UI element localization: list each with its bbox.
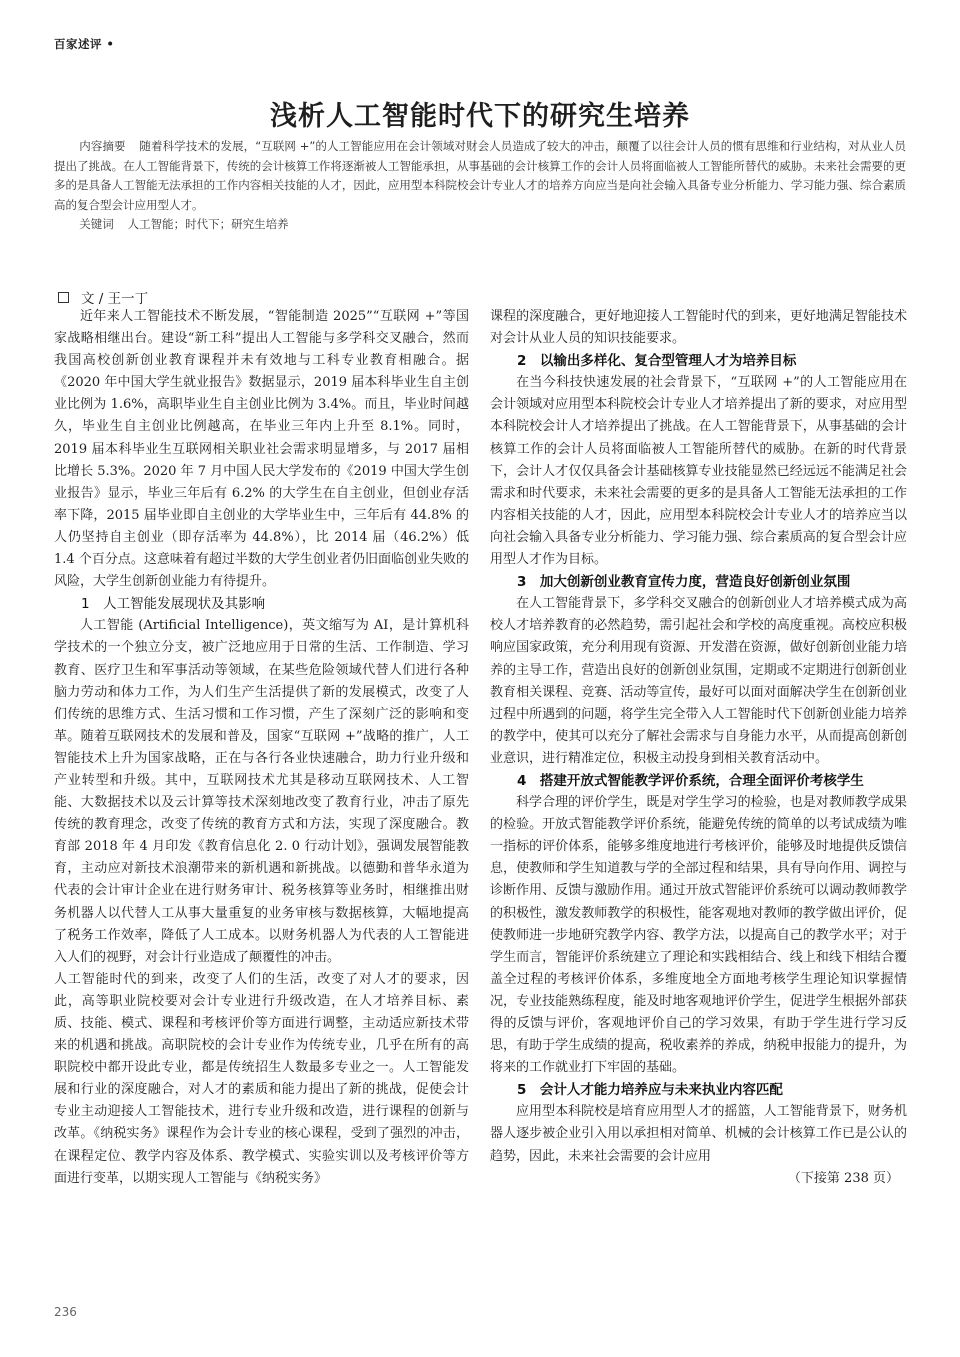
keywords-label: 关键词 [79,217,114,231]
section-5-heading: 5 会计人才能力培养应与未来执业内容匹配 [517,1082,783,1099]
keywords-text: 人工智能；时代下；研究生培养 [127,217,289,231]
abstract-block [54,137,906,235]
section-2-paragraph: 在当今科技快速发展的社会背景下，“互联网 +”的人工智能应用在会计领域对应用型本科院校会计专业人才培养提出了新的要求，对应用型本科院校会计人才培养提出了挑战。在人工智能背景下，从事基础的会计核算工作的会计人员将面临被人工智能所替代的威胁。在新的时代背景下，会计人才仅仅具备会计基础核算专业技能显然已经远远不能满足社会需求和时代要求，未来社会需要的更多的是具备人工智能无法承担的工作内容相关技能的人才，因此，应用型本科院校会计专业人才的培养应当以向社会输入具备专业分析能力、学习能力强、综合素质高的复合型会计应用型人才作为目标。 [490,375,907,568]
section-1-paragraph-1: 人工智能 (Artificial Intelligence)，英文缩写为 AI，是计算机科学技术的一个独立分支，被广泛地应用于日常的生活、工作制造、学习教育、医疗卫生和军事活动等领域，在某些危险领域代替人们进行各种脑力劳动和体力工作，为人们生产生活提供了新的发展模式，改变了人们传统的思维方式、生活习惯和工作习惯，产生了深刻广泛的影响和变革。随着互联网技术的发展和普及，国家“互联网 +”战略的推广，人工智能技术上升为国家战略，正在与各行各业快速融合，助力行业升级和产业转型和升级。其中，互联网技术尤其是移动互联网技术、人工智能、大数据技术以及云计算等技术深刻地改变了教育行业，冲击了原先传统的教育理念，改变了传统的教育方式和方法，实现了深度融合。教育部 2018 年 4 月印发《教育信息化 2. 0 行动计划》，强调发展智能教育，主动应对新技术浪潮带来的新机遇和新挑战。以德勤和普华永道为代表的会计审计企业在进行财务审计、税务核算等业务时，相继推出财务机器人以代替人工从事大量重复的业务审核与数据核算，大幅地提高了税务工作效率，降低了人工成本。以财务机器人为代表的人工智能进入人们的视野，对会计行业造成了颠覆性的冲击。 [54,618,469,965]
section-3-heading: 3 加大创新创业教育宣传力度，营造良好创新创业氛围 [517,574,851,591]
keywords-line [54,215,906,235]
article-title: 浅析人工智能时代下的研究生培养 [270,101,690,132]
section-4-paragraph: 科学合理的评价学生，既是对学生学习的检验，也是对教师教学成果的检验。开放式智能教学评价系统，能避免传统的简单的以考试成绩为唯一指标的评价体系，能够多维度地进行考核评价，能够及时地提供反馈信息，使教师和学生知道教与学的全部过程和结果，具有导向作用、调控与诊断作用、反馈与激励作用。通过开放式智能评价系统可以调动教师教学的积极性，激发教师教学的积极性，能客观地对教师的教学做出评价，促使教师进一步地研究教学内容、教学方法，以提高自己的教学水平；对于学生而言，智能评价系统建立了理论和实践相结合、线上和线下相结合覆盖全过程的考核评价体系，多维度地全方面地考核学生理论知识掌握情况，专业技能熟练程度，能及时地客观地评价学生，促进学生根据外部获得的反馈与评价，客观地评价自己的学习效果，有助于学生进行学习反思，有助于学生成绩的提高，税收素养的养成，纳税申报能力的提升，为将来的工作就业打下牢固的基础。 [490,795,907,1076]
section-2-heading: 2 以输出多样化、复合型管理人才为培养目标 [517,353,797,370]
section-1-paragraph-2: 人工智能时代的到来，改变了人们的生活，改变了对人才的要求，因此，高等职业院校要对会计专业进行升级改造，在人才培养目标、素质、技能、模式、课程和考核评价等方面进行调整，主动适应新技术带来的机遇和挑战。高职院校的会计专业作为传统专业，几乎在所有的高职院校中都开设此专业，都是传统招生人数最多专业之一。人工智能发展和行业的深度融合，对人才的素质和能力提出了新的挑战，促使会计专业主动迎接人工智能技术，进行专业升级和改造，进行课程的创新与改革。《纳税实务》课程作为会计专业的核心课程，受到了强烈的冲击，在课程定位、教学内容及体系、教学模式、实验实训以及考核评价等方面进行变革，以期实现人工智能与《纳税实务》 [54,971,469,1186]
author-line [58,287,148,307]
section-4-heading: 4 搭建开放式智能教学评价系统，合理全面评价考核学生 [517,772,864,789]
abstract-paragraph [54,137,906,215]
author-name: 文 / 王一丁 [81,291,149,307]
page-number: 236 [54,1305,77,1319]
section-1-heading: 1 人工智能发展现状及其影响 [81,596,266,613]
abstract-text: 随着科学技术的发展，“互联网 +”的人工智能应用在会计领域对财会人员造成了较大的冲击，颠覆了以往会计人员的惯有思维和行业结构，对从业人员提出了挑战。在人工智能背景下，传统的会计核算工作将逐渐被人工智能承担，从事基础的会计核算工作的会计人员将面临被人工智能所替代的威胁。未来社会需要的更多的是具备人工智能无法承担的工作内容相关技能的人才，因此，应用型本科院校会计专业人才的培养方向应当是向社会输入具备专业分析能力、学习能力强、综合素质高的复合型会计应用型人才。 [54,139,906,212]
section-3-paragraph: 在人工智能背景下，多学科交叉融合的创新创业人才培养模式成为高校人才培养教育的必然趋势，需引起社会和学校的高度重视。高校应积极响应国家政策，充分利用现有资源、开发潜在资源，做好创新创业能力培养的主导工作，营造出良好的创新创业氛围，定期或不定期进行创新创业教育相关课程、竞赛、活动等宣传，最好可以面对面解决学生在创新创业过程中所遇到的问题，将学生完全带入人工智能时代下创新创业能力培养的教学中，使其可以充分了解社会需求与自身能力水平，从而提高创新创业意识，进行精准定位，积极主动投身到相关教育活动中。 [490,596,907,766]
continued-note: （下接第 238 页） [787,1170,899,1186]
right-column [490,306,907,1190]
square-bullet-icon [58,292,69,303]
intro-paragraph: 近年来人工智能技术不断发展，“智能制造 2025”“互联网 +”等国家战略相继出台。建设“新工科”提出人工智能与多学科交叉融合，然而我国高校创新创业教育课程并未有效地与工科专业教育相融合。据《2020 年中国大学生就业报告》数据显示，2019 届本科毕业生自主创业比例为 1.6%，高职毕业生自主创业比例为 3.4%。而且，毕业时间越久，毕业生自主创业比例越高，在毕业三年内上升至 8.1%。同时，2019 届本科毕业生互联网相关职业社会需求明显增多，与 2017 届相比增长 5.3%。2020 年 7 月中国人民大学发布的《2019 中国大学生创业报告》显示，毕业三年后有 6.2% 的大学生在自主创业，但创业存活率下降，2015 届毕业即自主创业的大学毕业生中，三年后有 44.8% 的人仍坚持自主创业（即存活率为 44.8%），比 2014 届（46.2%）低 1.4 个百分点。这意味着有超过半数的大学生创业者仍旧面临创业失败的风险，大学生创新创业能力有待提升。 [54,309,469,590]
continuation-paragraph: 课程的深度融合，更好地迎接人工智能时代的到来，更好地满足智能技术对会计从业人员的知识技能要求。 [490,309,907,347]
abstract-label: 内容摘要 [79,139,126,153]
section-5-paragraph: 应用型本科院校是培育应用型人才的摇篮，人工智能背景下，财务机器人逐步被企业引入用以承担相对简单、机械的会计核算工作已是公认的趋势，因此，未来社会需要的会计应用 [490,1104,907,1164]
section-tag: 百家述评 • [54,37,115,51]
left-column [54,306,469,1190]
